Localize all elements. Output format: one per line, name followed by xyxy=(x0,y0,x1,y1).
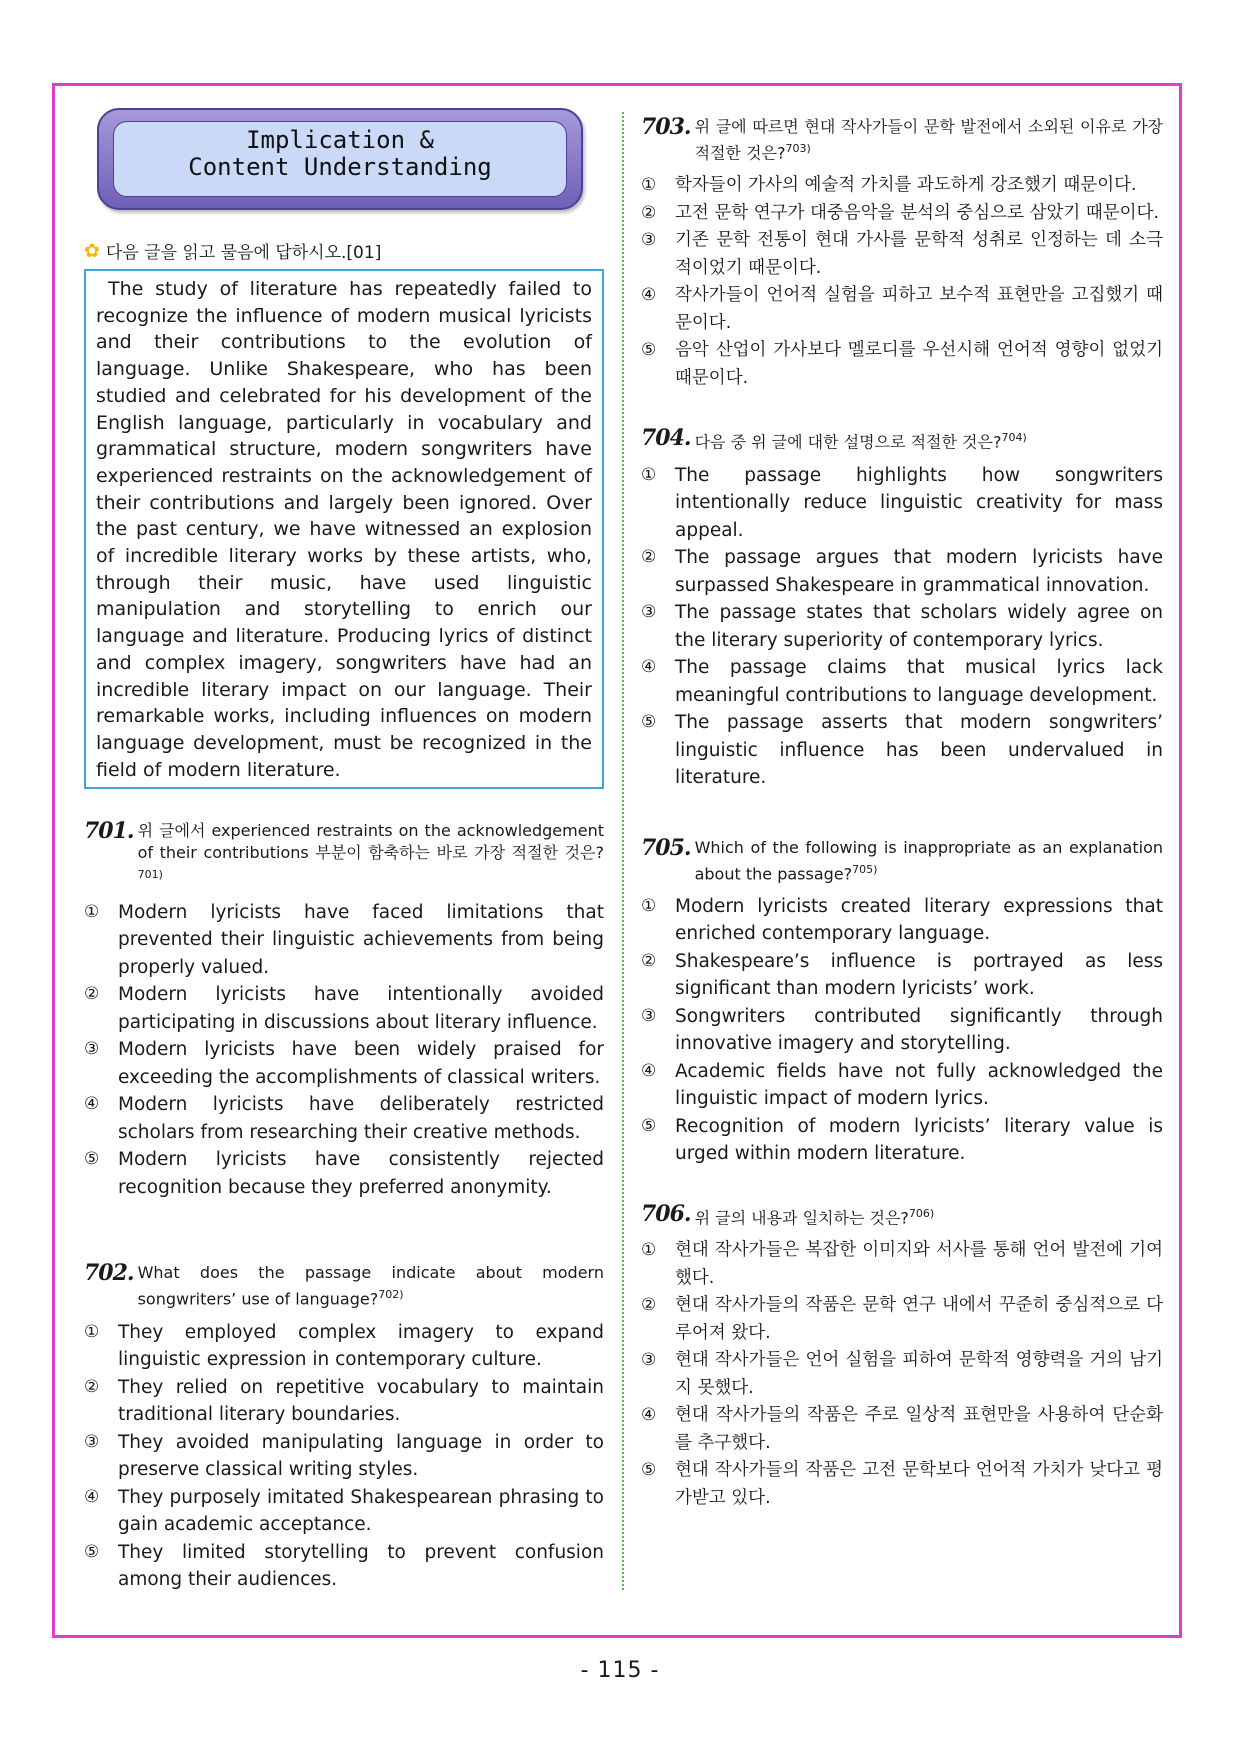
question-text: 위 글의 내용과 일치하는 것은?$^{706)}$ xyxy=(694,1206,935,1228)
question-text: Which of the following is inappropriate as an explanation about the passage?$^{705)}$ xyxy=(694,837,1163,883)
question-number: 704. xyxy=(641,425,691,452)
options-list xyxy=(641,462,1163,792)
question-701 xyxy=(84,819,604,1201)
option-2[interactable]: ② Modern lyricists have intentionally avoided participating in discussions about literary influence. xyxy=(84,984,604,1033)
left-column xyxy=(84,108,604,1594)
options-list xyxy=(84,899,604,1202)
question-text: 위 글에서 experienced restraints on the acknowledgement of their contributions 부분이 함축하는 바로 가장 적절한 것은?$^{701)}$ xyxy=(137,821,604,882)
option-5[interactable]: ⑤ 음악 산업이 가사보다 멜로디를 우선시해 언어적 영향이 없었기 때문이다. xyxy=(641,340,1163,388)
question-text: 위 글에 따르면 현대 작사가들이 문학 발전에서 소외된 이유로 가장 적절한 것은?$^{703)}$ xyxy=(694,117,1163,163)
option-3[interactable]: ③ 현대 작사가들은 언어 실험을 피하여 문학적 영향력을 거의 남기지 못했다. xyxy=(641,1350,1163,1398)
question-number: 703. xyxy=(641,114,691,140)
option-1[interactable]: ① 학자들이 가사의 예술적 가치를 과도하게 강조했기 때문이다. xyxy=(641,175,1137,196)
option-2[interactable]: ② 고전 문학 연구가 대중음악을 분석의 중심으로 삼았기 때문이다. xyxy=(641,202,1160,223)
instruction xyxy=(84,238,604,263)
option-3[interactable]: ③ 기존 문학 전통이 현대 가사를 문학적 성취로 인정하는 데 소극적이었기 때문이다. xyxy=(641,230,1163,278)
right-column xyxy=(641,115,1163,1512)
reading-passage xyxy=(84,269,604,789)
option-5[interactable]: ⑤ Recognition of modern lyricists’ literary value is urged within modern literature. xyxy=(641,1115,1163,1165)
question-number: 706. xyxy=(641,1200,691,1227)
banner-line-2: Content Understanding xyxy=(188,153,492,181)
options-list xyxy=(641,1237,1163,1512)
option-5[interactable]: ⑤ The passage asserts that modern songwriters’ linguistic influence has been undervalued in literature. xyxy=(641,712,1163,789)
question-text: 다음 중 위 글에 대한 설명으로 적절한 것은?$^{704)}$ xyxy=(694,431,1027,452)
options-list xyxy=(84,1319,604,1594)
option-2[interactable]: ② Shakespeare’s influence is portrayed as less significant than modern lyricists’ work. xyxy=(641,950,1163,1000)
option-4[interactable]: ④ 현대 작사가들의 작품은 주로 일상적 표현만을 사용하여 단순화를 추구했다. xyxy=(641,1405,1163,1453)
column-divider xyxy=(622,112,624,1590)
question-703 xyxy=(641,115,1163,392)
question-text: What does the passage indicate about modern songwriters’ use of language?$^{702)}$ xyxy=(137,1263,604,1309)
option-2[interactable]: ② 현대 작사가들의 작품은 문학 연구 내에서 꾸준히 중심적으로 다루어져 왔다. xyxy=(641,1295,1163,1343)
banner-line-1: Implication & xyxy=(246,126,434,154)
page-number: - 115 - xyxy=(580,1658,660,1683)
option-1[interactable]: ① Modern lyricists created literary expressions that enriched contemporary language. xyxy=(641,895,1163,945)
option-3[interactable]: ③ The passage states that scholars widely agree on the literary superiority of contemporary lyrics. xyxy=(641,602,1163,651)
options-list xyxy=(641,172,1163,392)
option-5[interactable]: ⑤ Modern lyricists have consistently rejected recognition because they preferred anonymity. xyxy=(84,1149,604,1198)
options-list xyxy=(641,893,1163,1168)
option-5[interactable]: ⑤ 현대 작사가들의 작품은 고전 문학보다 언어적 가치가 낮다고 평가받고 있다. xyxy=(641,1460,1163,1508)
question-number: 702. xyxy=(84,1260,134,1287)
question-704 xyxy=(641,426,1163,791)
question-706 xyxy=(641,1202,1163,1512)
option-4[interactable]: ④ Modern lyricists have deliberately restricted scholars from researching their creative methods. xyxy=(84,1094,604,1143)
instruction-text: 다음 글을 읽고 물음에 답하시오.[01] xyxy=(105,243,382,263)
question-705 xyxy=(641,836,1163,1168)
question-number: 701. xyxy=(84,818,134,845)
option-3[interactable]: ③ Modern lyricists have been widely praised for exceeding the accomplishments of classical writers. xyxy=(84,1039,604,1088)
question-702 xyxy=(84,1261,604,1593)
option-4[interactable]: ④ They purposely imitated Shakespearean phrasing to gain academic acceptance. xyxy=(84,1486,604,1536)
option-5[interactable]: ⑤ They limited storytelling to prevent confusion among their audiences. xyxy=(84,1541,604,1591)
option-3[interactable]: ③ They avoided manipulating language in order to preserve classical writing styles. xyxy=(84,1431,604,1481)
banner-title xyxy=(97,127,583,181)
option-3[interactable]: ③ Songwriters contributed significantly through innovative imagery and storytelling. xyxy=(641,1005,1163,1055)
option-4[interactable]: ④ 작사가들이 언어적 실험을 피하고 보수적 표현만을 고집했기 때문이다. xyxy=(641,285,1163,333)
option-4[interactable]: ④ Academic fields have not fully acknowledged the linguistic impact of modern lyrics. xyxy=(641,1060,1163,1110)
option-4[interactable]: ④ The passage claims that musical lyrics lack meaningful contributions to language development. xyxy=(641,657,1163,706)
option-2[interactable]: ② They relied on repetitive vocabulary to maintain traditional literary boundaries. xyxy=(84,1376,604,1426)
option-1[interactable]: ① 현대 작사가들은 복잡한 이미지와 서사를 통해 언어 발전에 기여했다. xyxy=(641,1240,1163,1288)
option-1[interactable]: ① The passage highlights how songwriters intentionally reduce linguistic creativity for mass appeal. xyxy=(641,464,1163,541)
passage-text: The study of literature has repeatedly failed to recognize the influence of modern musical lyricists and their contributions to the evolution of language. Unlike Shakespeare, who has been studied and celebrated for his development of the English language, particularly in vocabulary and grammatical structure, modern songwriters have experienced restraints on the acknowledgement of their contributions and largely been ignored. Over the past century, we have witnessed an explosion of incredible literary works by these artists, who, through their music, have used linguistic manipulation and storytelling to enrich our language and literature. Producing lyrics of distinct and complex imagery, songwriters have had an incredible literary impact on our language. Their remarkable works, including influences on modern language development, must be recognized in the field of modern literature. xyxy=(96,278,592,781)
question-number: 705. xyxy=(641,834,691,861)
section-banner xyxy=(97,108,583,210)
option-1[interactable]: ① They employed complex imagery to expand linguistic expression in contemporary culture. xyxy=(84,1321,604,1371)
option-2[interactable]: ② The passage argues that modern lyricists have surpassed Shakespeare in grammatical innovation. xyxy=(641,547,1163,596)
option-1[interactable]: ① Modern lyricists have faced limitations that prevented their linguistic achievements from being properly valued. xyxy=(84,901,604,978)
flower-icon: ✿ xyxy=(84,239,100,262)
